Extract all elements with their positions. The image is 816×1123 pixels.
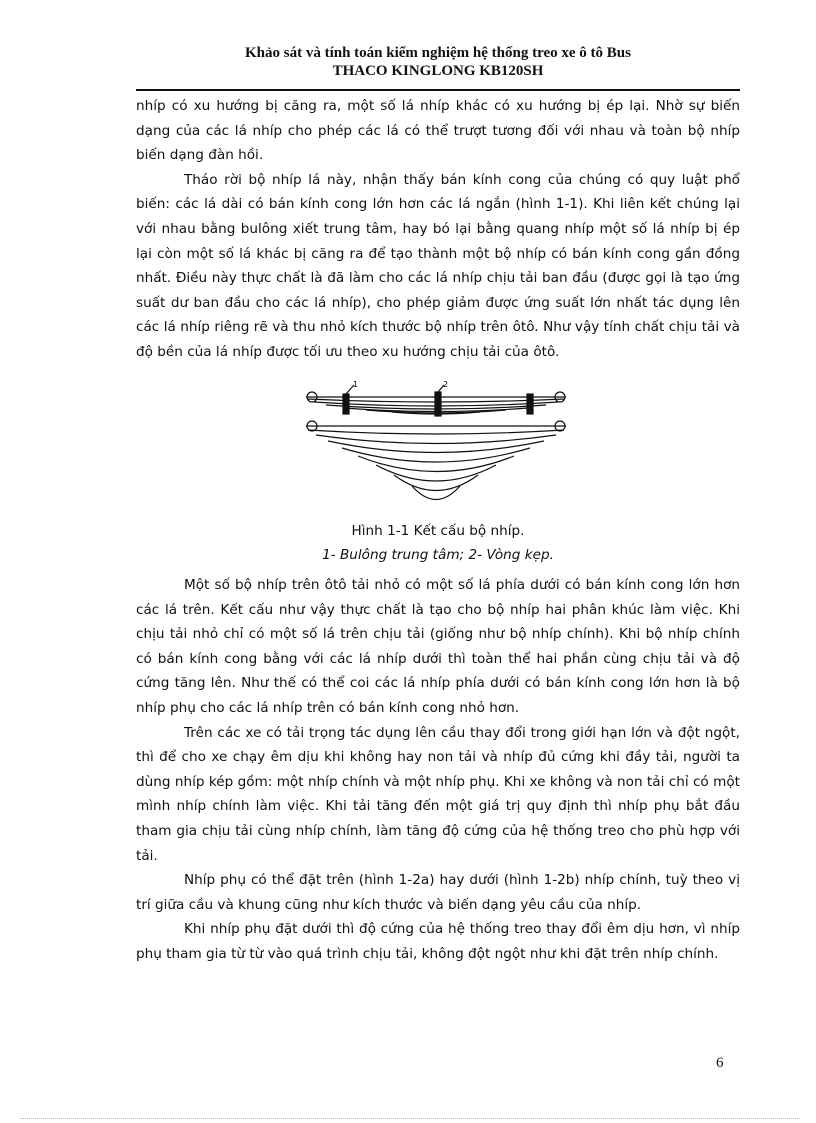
paragraph-2: Tháo rời bộ nhíp lá này, nhận thấy bán kính cong của chúng có quy luật phổ biến: các lá dài có bán kính cong lớn hơn các lá ngắn (hình 1-1). Khi liên kết chúng lại với nhau bằng bulông xiết trung tâm, hay bó lại bằng quang nhíp một số lá nhíp bị ép lại còn một số lá khác bị căng ra để tạo thành một bộ nhíp có bán kính cong gần đồng nhất. Điều này thực chất là đã làm cho các lá nhíp chịu tải ban đầu (được gọi là tạo ứng suất dư ban đầu cho các lá nhíp), cho phép giảm được ứng suất lớn nhất tác dụng lên các lá nhíp riêng rẽ và thu nhỏ kích thước bộ nhíp trên ôtô. Như vậy tính chất chịu tải và độ bền của lá nhíp được tối ưu theo xu hướng chịu tải của ôtô.: [136, 171, 740, 360]
header-rule: [136, 89, 740, 91]
paragraph-1: nhíp có xu hướng bị căng ra, một số lá nhíp khác có xu hướng bị ép lại. Nhờ sự biến dạng của các lá nhíp cho phép các lá có thể trượt tương đối với nhau và toàn bộ nhíp biến dạng đàn hồi.: [136, 98, 740, 164]
clamp-right: [527, 394, 533, 414]
leaf-spring-figure: [296, 380, 572, 515]
upper-leaf-spring: [306, 385, 566, 416]
page-bottom-rule: [20, 1118, 800, 1119]
lower-leaf-spring-exploded: [306, 421, 566, 500]
paragraph-3: Một số bộ nhíp trên ôtô tải nhỏ có một số lá phía dưới có bán kính cong lớn hơn các lá trên. Kết cấu như vậy thực chất là tạo cho bộ nhíp hai phân khúc làm việc. Khi chịu tải nhỏ chỉ có một số lá trên chịu tải (giống như bộ nhíp chính). Khi bộ nhíp chính có bán kính cong bằng với các lá nhíp dưới thì toàn thể hai phần cùng chịu tải và độ cứng tăng lên. Như thế có thể coi các lá nhíp phía dưới có bán kính cong lớn hơn là bộ nhíp phụ cho các lá nhíp trên có bán kính cong nhỏ hơn.: [136, 577, 740, 716]
clamp-left: [343, 394, 349, 414]
body-text-top: [136, 94, 740, 365]
paragraph-4: Trên các xe có tải trọng tác dụng lên cầu thay đổi trong giới hạn lớn và đột ngột, thì để cho xe chạy êm dịu khi không hay non tải và nhíp đủ cứng khi đầy tải, người ta dùng nhíp kép gồm: một nhíp chính và một nhíp phụ. Khi xe không và non tải chỉ có một mình nhíp chính làm việc. Khi tải tăng đến một giá trị quy định thì nhíp phụ bắt đầu tham gia chịu tải cùng nhíp chính, làm tăng độ cứng của hệ thống treo cho phù hợp với tải.: [136, 724, 740, 864]
callout-1: 1: [353, 380, 359, 389]
header-title-line2: THACO KINGLONG KB120SH: [332, 63, 544, 79]
center-bolt: [435, 392, 441, 416]
paragraph-5: Nhíp phụ có thể đặt trên (hình 1-2a) hay dưới (hình 1-2b) nhíp chính, tuỳ theo vị trí giữa cầu và khung cũng như kích thước và biến dạng yêu cầu của nhíp.: [136, 872, 740, 913]
body-text-bottom: [136, 573, 740, 967]
header-title-line1: Khảo sát và tính toán kiểm nghiệm hệ thống treo xe ô tô Bus: [244, 45, 631, 61]
paragraph-6: Khi nhíp phụ đặt dưới thì độ cứng của hệ thống treo thay đổi êm dịu hơn, vì nhíp phụ tham gia từ từ vào quá trình chịu tải, không đột ngột như khi đặt trên nhíp chính.: [136, 921, 740, 962]
figure-caption: Hình 1-1 Kết cấu bộ nhíp.: [351, 523, 525, 539]
callout-2: 2: [443, 380, 449, 389]
page-header: [136, 44, 740, 80]
page-number: 6: [716, 1055, 724, 1071]
figure-legend: 1- Bulông trung tâm; 2- Vòng kẹp.: [322, 547, 554, 563]
